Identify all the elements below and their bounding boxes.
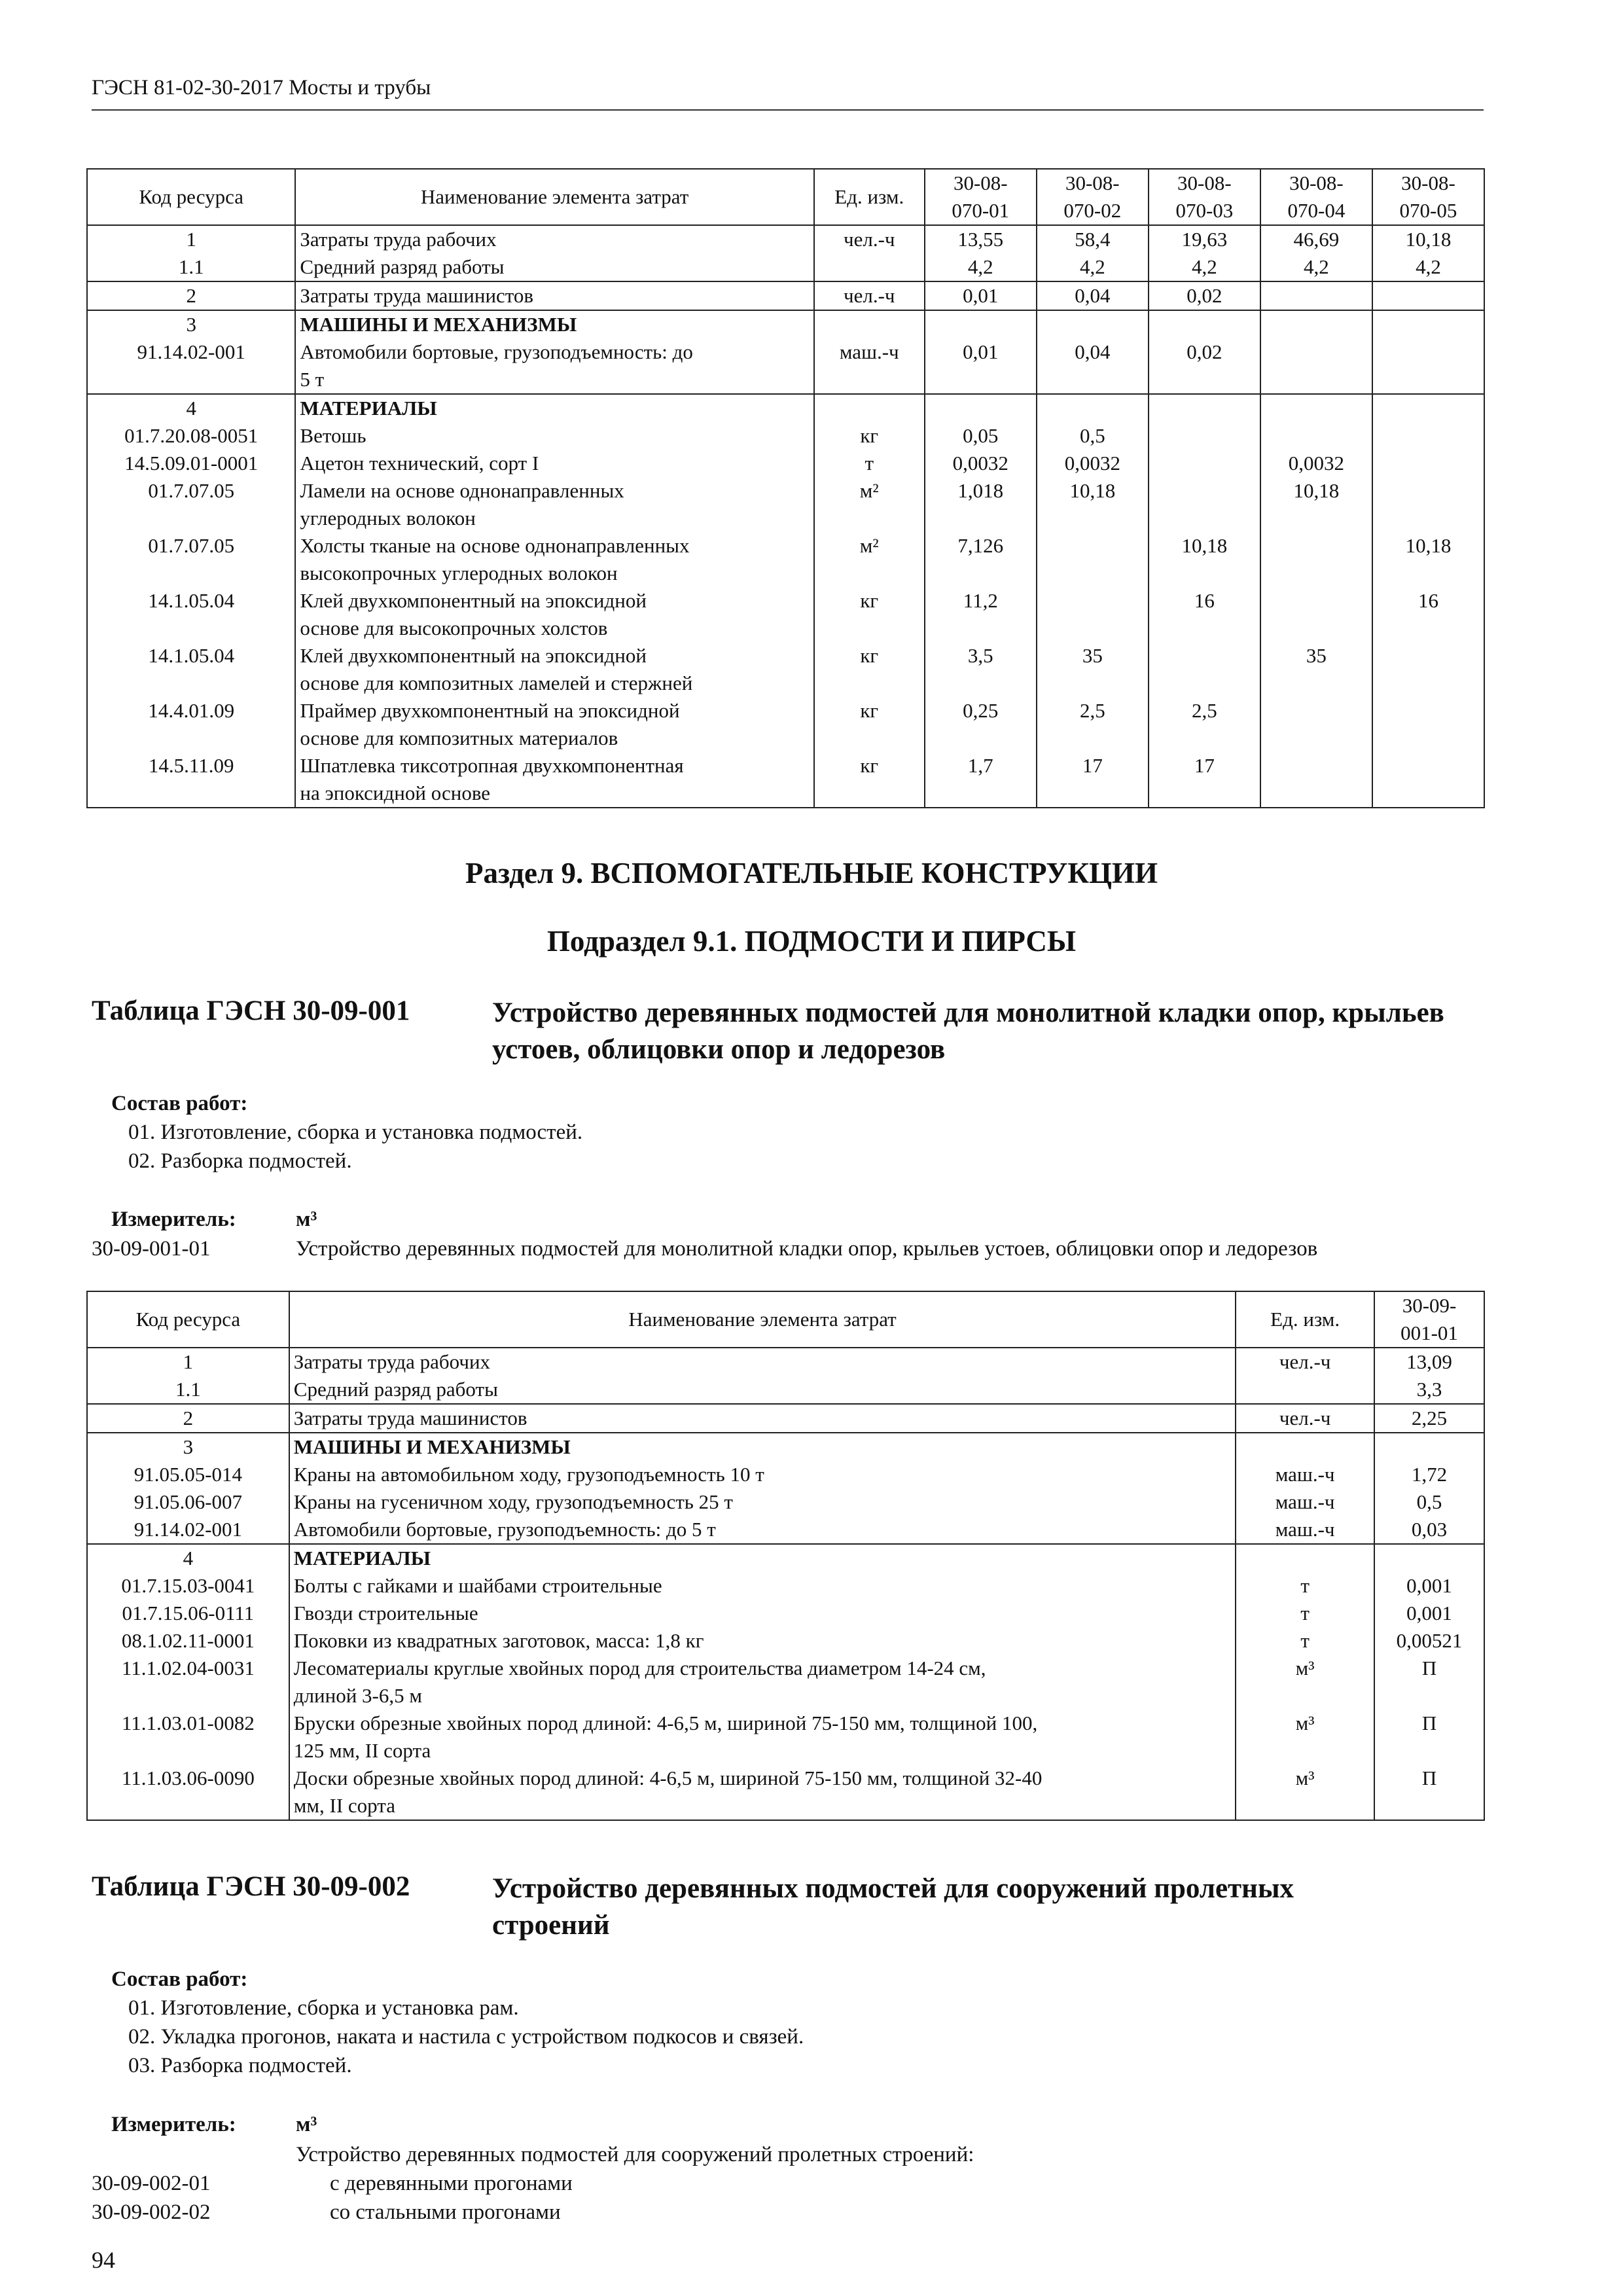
- resource-value: 0,5 0,0032 10,18 35 2,5 17: [1037, 394, 1149, 808]
- header-name: Наименование элемента затрат: [289, 1291, 1236, 1348]
- resource-value: 10,18 16: [1372, 394, 1484, 808]
- norm-description: с деревянными прогонами: [330, 2172, 573, 2195]
- resource-name: Затраты труда машинистов: [295, 281, 813, 310]
- resource-code: 4 01.7.20.08-0051 14.5.09.01-0001 01.7.07.05 01.7.07.05 14.1.05.04 14.1.05.04 14.4.01.09 14.5.11.09: [87, 394, 295, 808]
- meter-label: Измеритель:: [111, 2113, 236, 2136]
- norm-code: 30-09-002-01: [92, 2172, 211, 2195]
- resource-name: Затраты труда рабочих Средний разряд работы: [289, 1348, 1236, 1404]
- norm-code: 30-09-002-02: [92, 2200, 211, 2224]
- table-row: [87, 281, 1484, 310]
- table-row: [87, 1348, 1484, 1404]
- page-number: 94: [92, 2247, 115, 2273]
- table-title-30-09-001: Устройство деревянных подмостей для монолитной кладки опор, крыльев устоев, облицовки опор и ледорезов: [492, 997, 1444, 1065]
- table-row: [87, 1544, 1484, 1820]
- header-code: Код ресурса: [87, 169, 295, 225]
- resource-code: 4 01.7.15.03-0041 01.7.15.06-0111 08.1.02.11-0001 11.1.02.04-0031 11.1.03.01-0082 11.1.03.06-0090: [87, 1544, 289, 1820]
- resource-name: Затраты труда машинистов: [289, 1404, 1236, 1433]
- resource-value: 0,05 0,0032 1,018 7,126 11,2 3,5 0,25 1,7: [925, 394, 1037, 808]
- resource-value: 0,04: [1037, 310, 1149, 394]
- table-row: [87, 394, 1484, 808]
- resource-table-30-08-070: [86, 168, 1485, 808]
- header-unit: Ед. изм.: [814, 169, 925, 225]
- work-item: 02. Разборка подмостей.: [128, 1149, 352, 1173]
- resource-value: 46,69 4,2: [1260, 225, 1372, 281]
- resource-code: 2: [87, 281, 295, 310]
- header-code: Код ресурса: [87, 1291, 289, 1348]
- meter-unit: м³: [296, 1208, 317, 1231]
- table-id-30-09-001: Таблица ГЭСН 30-09-001: [92, 996, 410, 1026]
- resource-unit: маш.-ч маш.-ч маш.-ч: [1236, 1433, 1374, 1544]
- resource-value: 0,0032 10,18 35: [1260, 394, 1372, 808]
- header-col-1: 30-08- 070-01: [925, 169, 1037, 225]
- resource-value: [1372, 310, 1484, 394]
- resource-value: 58,4 4,2: [1037, 225, 1149, 281]
- work-item: 02. Укладка прогонов, наката и настила с устройством подкосов и связей.: [128, 2025, 804, 2049]
- resource-code: 2: [87, 1404, 289, 1433]
- works-label: Состав работ:: [111, 1967, 248, 1991]
- table-row: [87, 1433, 1484, 1544]
- resource-name: МАШИНЫ И МЕХАНИЗМЫ Краны на автомобильном ходу, грузоподъемность 10 т Краны на гусеничном ходу, грузоподъемность 25 т Автомобили бортовые, грузоподъемность: до 5 т: [289, 1433, 1236, 1544]
- norm-group-description: Устройство деревянных подмостей для сооружений пролетных строений:: [296, 2143, 974, 2166]
- subsection-title: Подраздел 9.1. ПОДМОСТИ И ПИРСЫ: [546, 925, 1077, 958]
- header-col-5: 30-08- 070-05: [1372, 169, 1484, 225]
- resource-value: 0,01: [925, 310, 1037, 394]
- resource-unit: чел.-ч: [1236, 1348, 1374, 1404]
- resource-unit: чел.-ч: [814, 225, 925, 281]
- resource-value: [1260, 310, 1372, 394]
- norm-code: 30-09-001-01: [92, 1237, 211, 1261]
- resource-value: 0,02: [1149, 281, 1260, 310]
- work-item: 01. Изготовление, сборка и установка рам.: [128, 1996, 519, 2020]
- resource-value: 0,01: [925, 281, 1037, 310]
- resource-value: 1,72 0,5 0,03: [1374, 1433, 1484, 1544]
- resource-code: 3 91.05.05-014 91.05.06-007 91.14.02-001: [87, 1433, 289, 1544]
- header-col-3: 30-08- 070-03: [1149, 169, 1260, 225]
- resource-name: МАТЕРИАЛЫ Ветошь Ацетон технический, сорт I Ламели на основе однонаправленных углеродных волокон Холсты тканые на основе однонаправленных высокопрочных углеродных волокон Клей двухкомпонентный на эпоксидной основе для высокопрочных холстов Клей двухкомпонентный на эпоксидной основе для композитных ламелей и стержней Праймер двухкомпонентный на эпоксидной основе для композитных материалов Шпатлевка тиксотропная двухкомпонентная на эпоксидной основе: [295, 394, 813, 808]
- resource-value: 0,02: [1149, 310, 1260, 394]
- table-id-30-09-002: Таблица ГЭСН 30-09-002: [92, 1871, 410, 1902]
- norm-description: Устройство деревянных подмостей для монолитной кладки опор, крыльев устоев, облицовки опор и ледорезов: [296, 1237, 1318, 1261]
- resource-name: МАШИНЫ И МЕХАНИЗМЫ Автомобили бортовые, грузоподъемность: до 5 т: [295, 310, 813, 394]
- resource-unit: т т т м³ м³ м³: [1236, 1544, 1374, 1820]
- works-label: Состав работ:: [111, 1092, 248, 1115]
- header-col-4: 30-08- 070-04: [1260, 169, 1372, 225]
- work-item: 01. Изготовление, сборка и установка подмостей.: [128, 1121, 583, 1144]
- resource-unit: чел.-ч: [1236, 1404, 1374, 1433]
- work-item: 03. Разборка подмостей.: [128, 2054, 352, 2077]
- table-title-30-09-002: Устройство деревянных подмостей для сооружений пролетных строений: [492, 1873, 1294, 1941]
- resource-value: 0,001 0,001 0,00521 П П П: [1374, 1544, 1484, 1820]
- header-rule: [92, 109, 1484, 111]
- table-row: [87, 310, 1484, 394]
- meter-unit: м³: [296, 2113, 317, 2136]
- resource-value: [1372, 281, 1484, 310]
- resource-value: 19,63 4,2: [1149, 225, 1260, 281]
- resource-value: 10,18 16 2,5 17: [1149, 394, 1260, 808]
- table-row: [87, 1404, 1484, 1433]
- resource-value: 13,09 3,3: [1374, 1348, 1484, 1404]
- resource-table-30-09-001: [86, 1291, 1485, 1821]
- header-col-2: 30-08- 070-02: [1037, 169, 1149, 225]
- header-unit: Ед. изм.: [1236, 1291, 1374, 1348]
- resource-unit: маш.-ч: [814, 310, 925, 394]
- section-title: Раздел 9. ВСПОМОГАТЕЛЬНЫЕ КОНСТРУКЦИИ: [465, 857, 1158, 889]
- meter-label: Измеритель:: [111, 1208, 236, 1231]
- resource-value: 0,04: [1037, 281, 1149, 310]
- resource-code: 3 91.14.02-001: [87, 310, 295, 394]
- resource-value: 13,55 4,2: [925, 225, 1037, 281]
- resource-unit: кг т м² м² кг кг кг кг: [814, 394, 925, 808]
- resource-name: Затраты труда рабочих Средний разряд работы: [295, 225, 813, 281]
- resource-value: 2,25: [1374, 1404, 1484, 1433]
- resource-value: 10,18 4,2: [1372, 225, 1484, 281]
- resource-code: 1 1.1: [87, 1348, 289, 1404]
- header-name: Наименование элемента затрат: [295, 169, 813, 225]
- resource-name: МАТЕРИАЛЫ Болты с гайками и шайбами строительные Гвозди строительные Поковки из квадратных заготовок, масса: 1,8 кг Лесоматериалы круглые хвойных пород для строительства диаметром 14-24 см, длиной 3-6,5 м Бруски обрезные хвойных пород длиной: 4-6,5 м, шириной 75-150 мм, толщиной 100, 125 мм, II сорта Доски обрезные хвойных пород длиной: 4-6,5 м, шириной 75-150 мм, толщиной 32-40 мм, II сорта: [289, 1544, 1236, 1820]
- header-col-1: 30-09- 001-01: [1374, 1291, 1484, 1348]
- resource-value: [1260, 281, 1372, 310]
- running-header: ГЭСН 81-02-30-2017 Мосты и трубы: [92, 76, 431, 99]
- resource-code: 1 1.1: [87, 225, 295, 281]
- resource-unit: чел.-ч: [814, 281, 925, 310]
- table-row: [87, 225, 1484, 281]
- norm-description: со стальными прогонами: [330, 2200, 561, 2224]
